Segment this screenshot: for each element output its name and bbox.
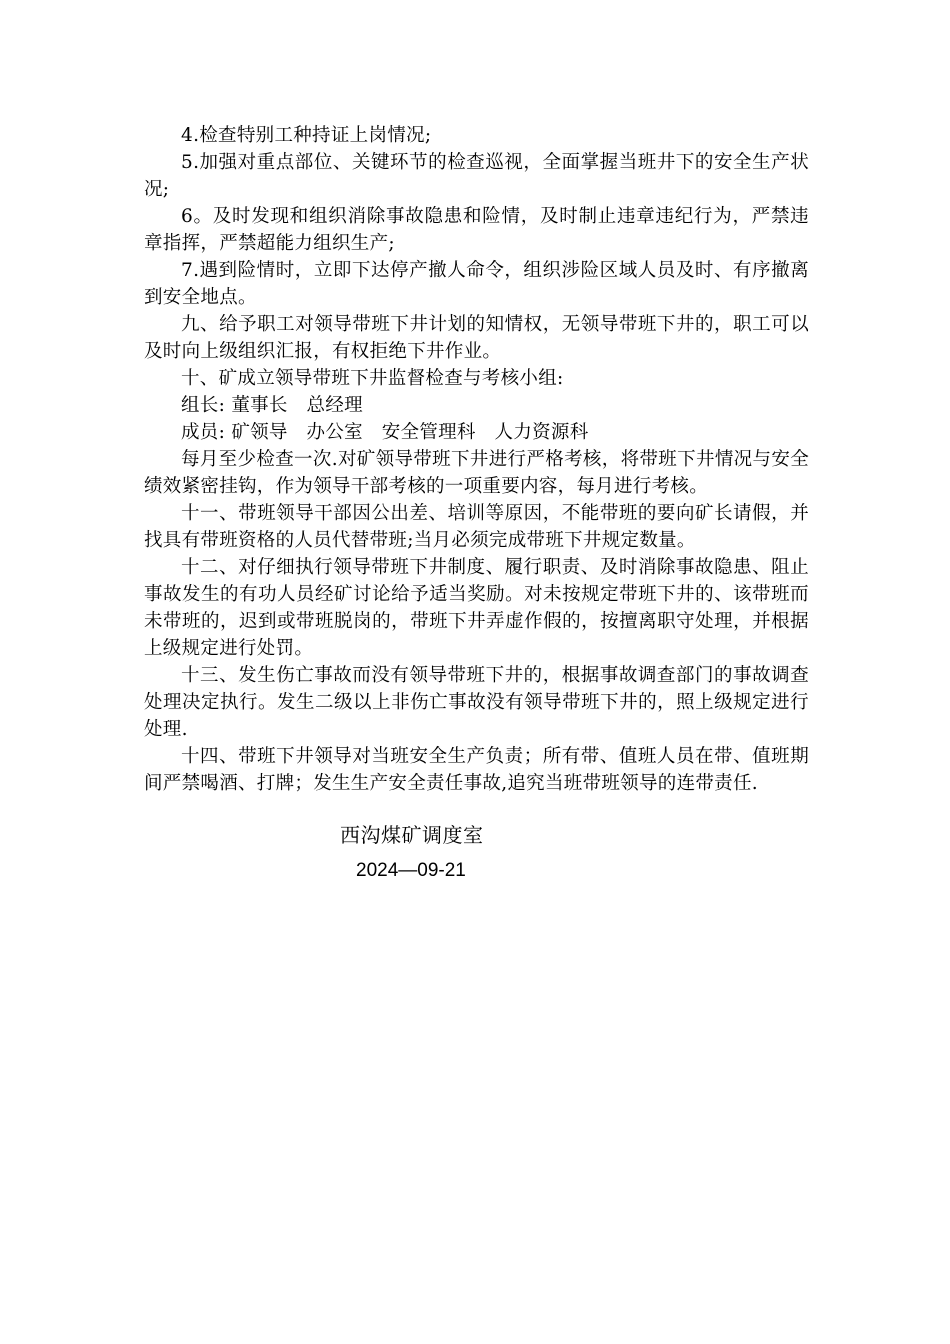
paragraph-section-10: 十、矿成立领导带班下井监督检查与考核小组: [181,368,564,389]
paragraph-section-9: 九、给予职工对领导带班下井计划的知情权，无领导带班下井的，职工可以及时向上级组织汇报，有权拒绝下井作业。 [144,314,809,362]
paragraph-section-11: 十一、带班领导干部因公出差、培训等原因，不能带班的要向矿长请假，并找具有带班资格的人员代替带班;当月必须完成带班下井规定数量。 [144,503,809,551]
paragraph-item-5: 5.加强对重点部位、关键环节的检查巡视，全面掌握当班井下的安全生产状况; [144,152,809,200]
document-body [144,122,809,797]
paragraph-item-6: 6。及时发现和组织消除事故隐患和险情，及时制止违章违纪行为，严禁违章指挥，严禁超能力组织生产; [144,206,809,254]
paragraph-section-12: 十二、对仔细执行领导带班下井制度、履行职责、及时消除事故隐患、阻止事故发生的有功人员经矿讨论给予适当奖励。对未按规定带班下井的、该带班而未带班的，迟到或带班脱岗的，带班下井弄虚作假的，按擅离职守处理，并根据上级规定进行处罚。 [144,557,809,659]
document-date: 2024—09-21 [356,860,466,881]
paragraph-item-7: 7.遇到险情时，立即下达停产撤人命令，组织涉险区域人员及时、有序撤离到安全地点。 [144,260,809,308]
paragraph-section-14: 十四、带班下井领导对当班安全生产负责；所有带、值班人员在带、值班期间严禁喝酒、打牌；发生生产安全责任事故,追究当班带班领导的连带责任. [144,746,809,794]
signature-office: 西沟煤矿调度室 [340,823,484,847]
paragraph-section-13: 十三、发生伤亡事故而没有领导带班下井的，根据事故调查部门的事故调查处理决定执行。发生二级以上非伤亡事故没有领导带班下井的，照上级规定进行处理. [144,665,809,740]
paragraph-monthly-check: 每月至少检查一次.对矿领导带班下井进行严格考核，将带班下井情况与安全绩效紧密挂钩，作为领导干部考核的一项重要内容，每月进行考核。 [144,449,809,497]
paragraph-group-leader: 组长: 董事长 总经理 [181,395,363,416]
paragraph-item-4: 4.检查特别工种持证上岗情况; [181,125,432,146]
paragraph-group-members: 成员: 矿领导 办公室 安全管理科 人力资源科 [181,422,589,443]
